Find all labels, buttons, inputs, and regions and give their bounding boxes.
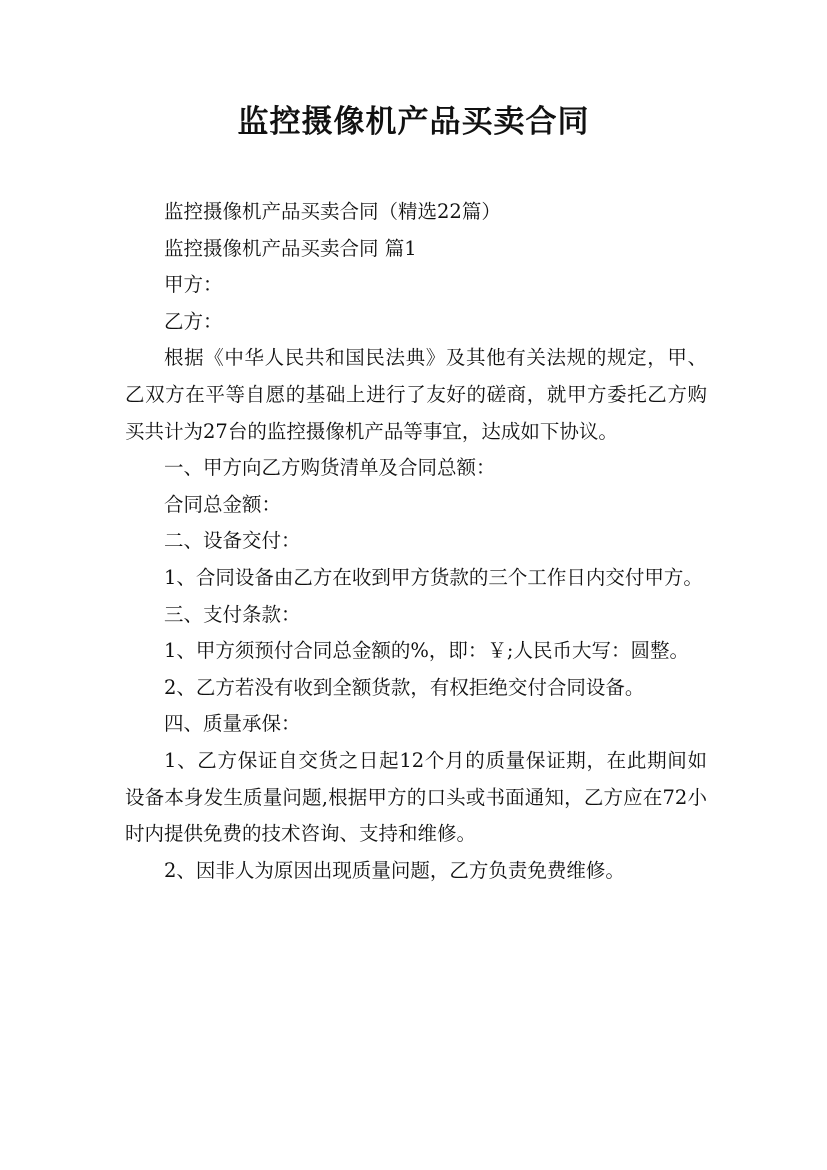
paragraph-preamble: 根据《中华人民共和国民法典》及其他有关法规的规定，甲、乙双方在平等自愿的基础上进行了友好的磋商，就甲方委托乙方购买共计为27台的监控摄像机产品等事宜，达成如下协议。 — [125, 346, 707, 443]
paragraph-clause-3-item-1: 1、甲方须预付合同总金额的%，即：￥;人民币大写：圆整。 — [164, 639, 690, 663]
paragraph-clause-2-heading: 二、设备交付： — [164, 529, 301, 553]
paragraph-section-heading: 监控摄像机产品买卖合同 篇1 — [164, 236, 417, 260]
paragraph-clause-4-item-1: 1、乙方保证自交货之日起12个月的质量保证期，在此期间如设备本身发生质量问题,根据甲方的口头或书面通知，乙方应在72小时内提供免费的技术咨询、支持和维修。 — [125, 748, 707, 846]
paragraph-clause-1-heading: 一、甲方向乙方购货清单及合同总额： — [164, 456, 496, 480]
paragraph-clause-4-heading: 四、质量承保： — [164, 712, 301, 736]
document-title: 监控摄像机产品买卖合同 — [237, 104, 590, 140]
paragraph-clause-3-item-2: 2、乙方若没有收到全额货款，有权拒绝交付合同设备。 — [164, 675, 645, 699]
paragraph-clause-2-item-1: 1、合同设备由乙方在收到甲方货款的三个工作日内交付甲方。 — [164, 565, 703, 589]
document-body — [125, 194, 707, 889]
paragraph-clause-3-heading: 三、支付条款： — [164, 602, 301, 626]
paragraph-party-b: 乙方： — [164, 309, 223, 333]
paragraph-clause-4-item-2: 2、因非人为原因出现质量问题，乙方负责免费维修。 — [164, 858, 625, 882]
paragraph-subtitle: 监控摄像机产品买卖合同（精选22篇） — [164, 200, 501, 223]
paragraph-party-a: 甲方： — [164, 273, 223, 297]
paragraph-total-amount: 合同总金额： — [164, 492, 282, 516]
